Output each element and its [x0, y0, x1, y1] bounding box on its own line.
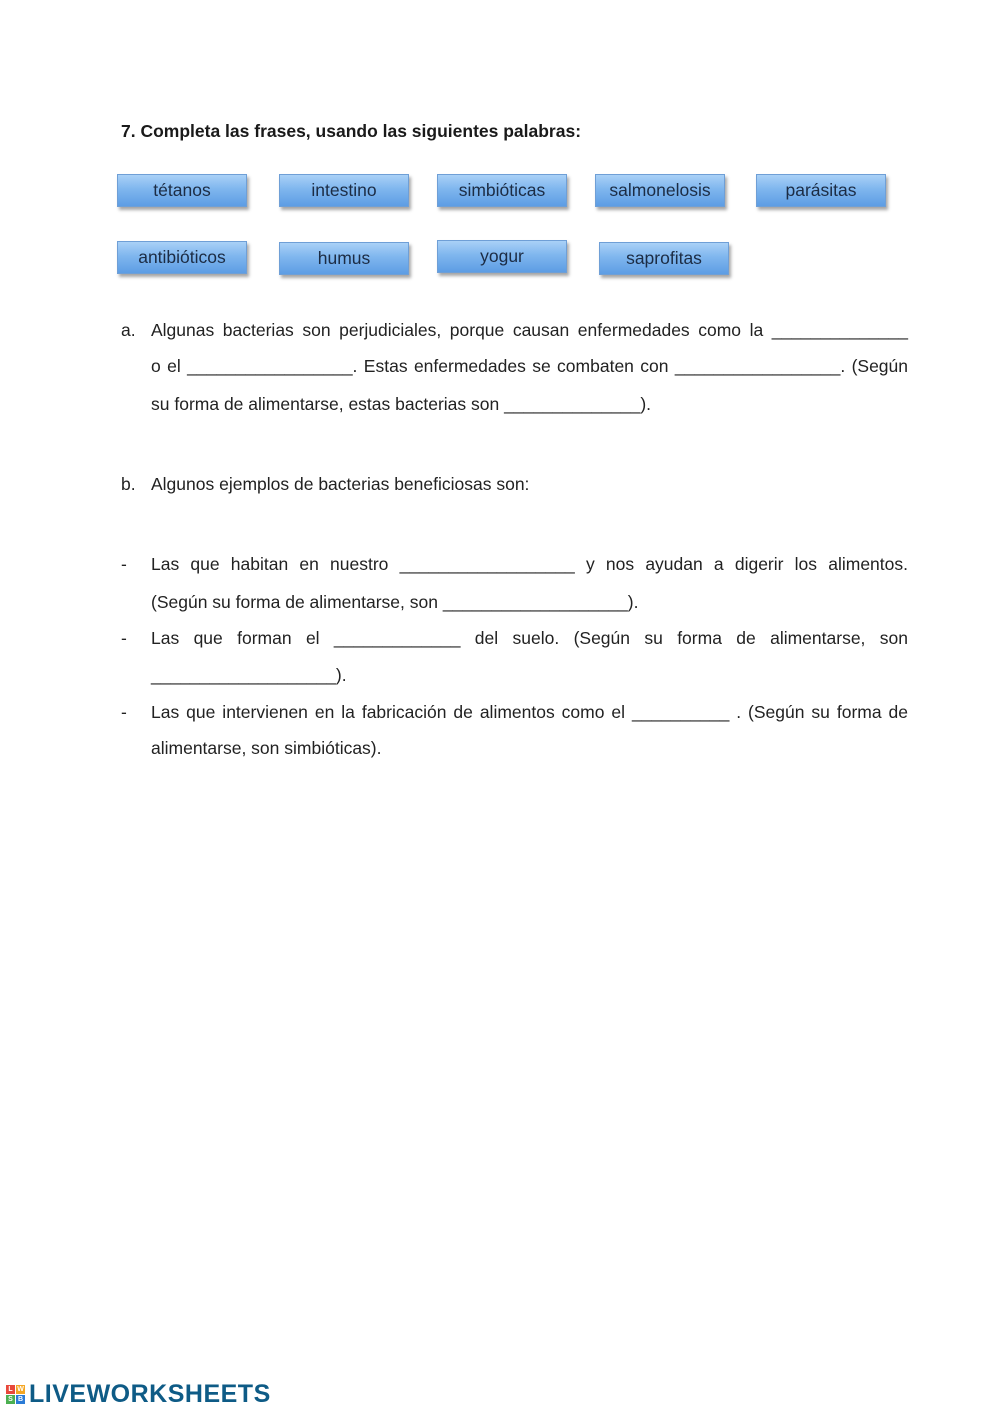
brand-name: LIVEWORKSHEETS	[29, 1380, 271, 1408]
bullet-2-line-2: ___________________).	[151, 665, 347, 685]
logo-square-4: B	[17, 1396, 24, 1403]
bullet-3-line-2: alimentarse, son simbióticas).	[151, 738, 382, 758]
logo-square-2: W	[17, 1386, 24, 1393]
item-a-marker: a.	[121, 320, 136, 340]
word-chip-saprofitas[interactable]: saprofitas	[599, 242, 729, 275]
bullet-3-marker: -	[121, 702, 127, 722]
logo-square-1: L	[6, 1385, 15, 1394]
logo-square-3: S	[6, 1395, 15, 1404]
bullet-2-marker: -	[121, 628, 127, 648]
logo-squares-icon	[6, 1385, 25, 1404]
word-chip-salmonelosis[interactable]: salmonelosis	[595, 174, 725, 207]
bullet-2-line-1: Las que forman el _____________ del suelo. (Según su forma de alimentarse, son	[151, 628, 908, 648]
word-chip-humus[interactable]: humus	[279, 242, 409, 275]
exercise-title: 7. Completa las frases, usando las siguientes palabras:	[121, 121, 582, 141]
bullet-3-line-1: Las que intervienen en la fabricación de alimentos como el __________ . (Según su forma de	[151, 702, 908, 722]
bullet-1-line-2: (Según su forma de alimentarse, son ___________________).	[151, 592, 639, 612]
item-b-marker: b.	[121, 474, 136, 494]
item-a-line-1: Algunas bacterias son perjudiciales, porque causan enfermedades como la ______________	[151, 320, 908, 340]
word-chip-simbioticas[interactable]: simbióticas	[437, 174, 567, 207]
word-chip-parasitas[interactable]: parásitas	[756, 174, 886, 207]
word-chip-tetanos[interactable]: tétanos	[117, 174, 247, 207]
item-a-line-2: o el _________________. Estas enfermedades se combaten con _________________. (Según	[151, 356, 908, 376]
item-a-line-3: su forma de alimentarse, estas bacterias son ______________).	[151, 394, 652, 414]
word-chip-yogur[interactable]: yogur	[437, 240, 567, 273]
bullet-1-line-1: Las que habitan en nuestro __________________ y nos ayudan a digerir los alimentos.	[151, 554, 908, 574]
word-chip-intestino[interactable]: intestino	[279, 174, 409, 207]
bullet-1-marker: -	[121, 554, 127, 574]
liveworksheets-logo	[6, 1380, 271, 1409]
item-b-line-1: Algunos ejemplos de bacterias beneficiosas son:	[151, 474, 530, 494]
word-chip-antibioticos[interactable]: antibióticos	[117, 241, 247, 274]
